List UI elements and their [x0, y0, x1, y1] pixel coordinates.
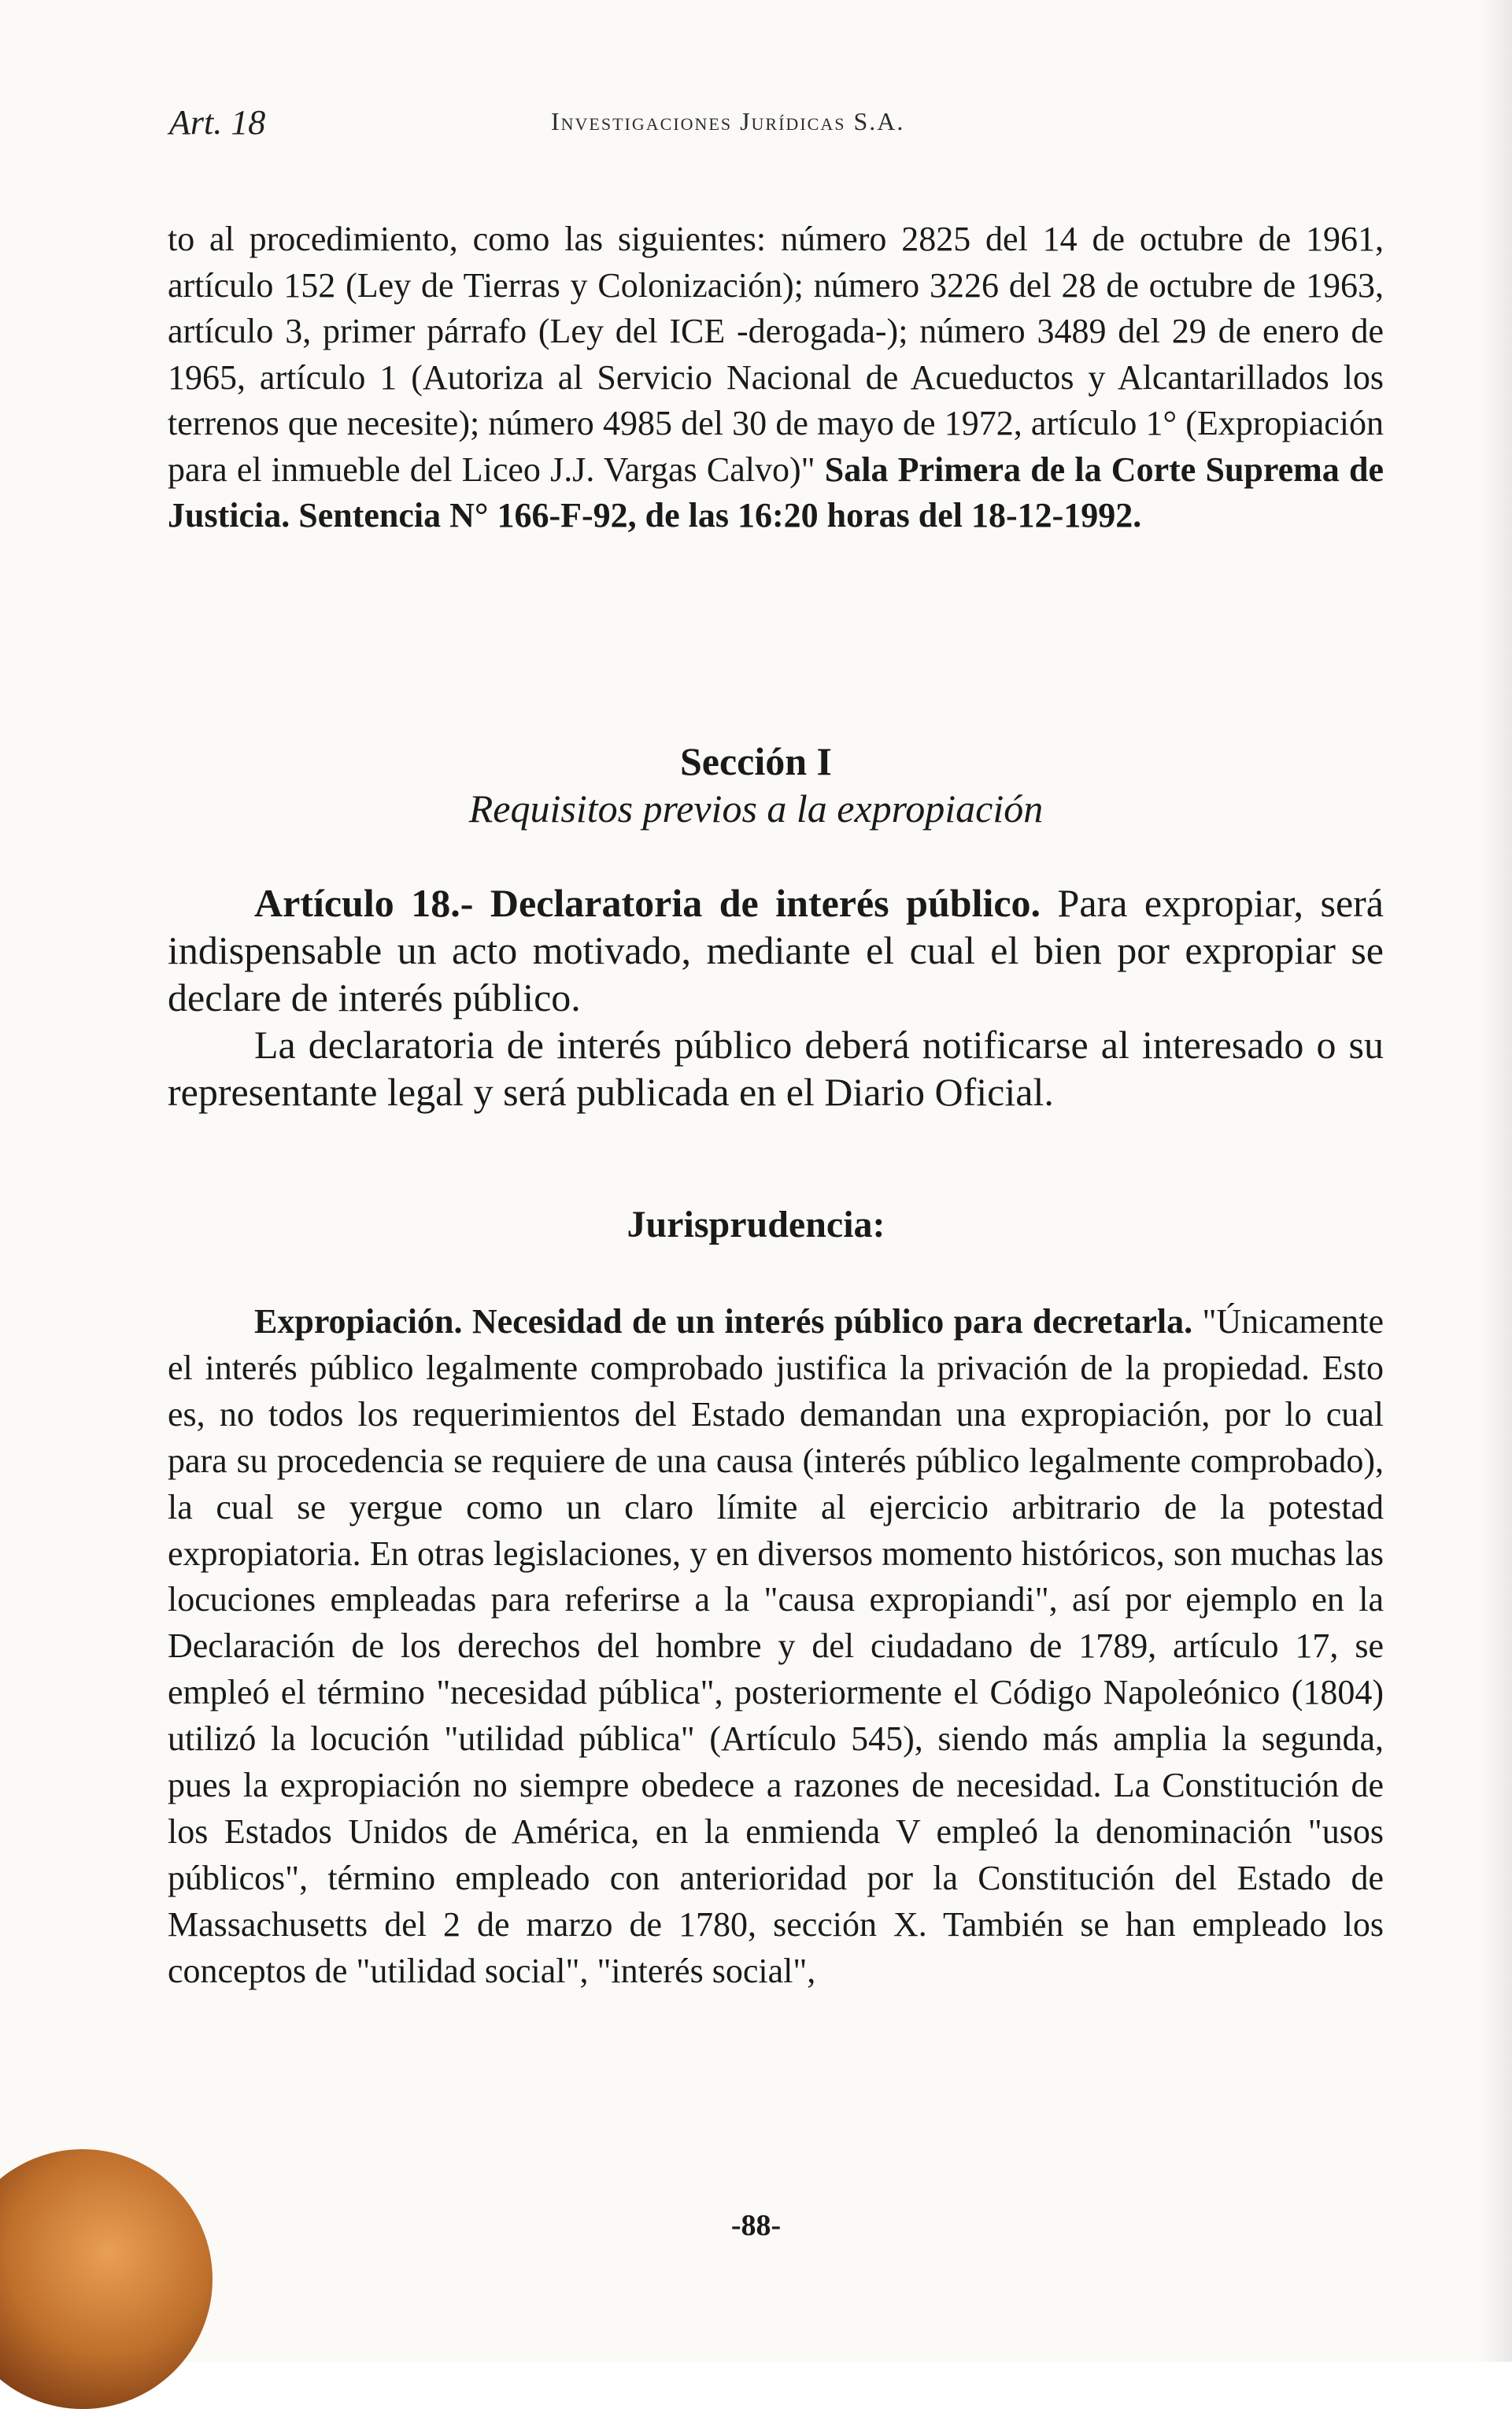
- section-subtitle: Requisitos previos a la expropiación: [468, 786, 1044, 831]
- jurisprudence-entry-text: "Únicamente el interés público legalmente comprobado justifica la privación de la propiedad. Esto es, no todos los requerimientos del Estado demandan una expropiación, por lo cual para su procedencia se requiere de una causa (interés público legalmente comprobado), la cual se yergue como un claro límite al ejercicio arbitrario de la potestad expropiatoria. En otras legislaciones, y en diversos momento históricos, son muchas las locuciones empleadas para referirse a la "causa expropiandi", así por ejemplo en la Declaración de los derechos del hombre y del ciudadano de 1789, artículo 17, se empleó el término "necesidad pública", posteriormente el Código Napoleónico (1804) utilizó la locución "utilidad pública" (Artículo 545), siendo más amplia la segunda, pues la expropiación no siempre obedece a razones de necesidad. La Constitución de los Estados Unidos de América, en la enmienda V empleó la denominación "usos públicos", término empleado con anterioridad por la Constitución del Estado de Massachusetts del 2 de marzo de 1780, sección X. También se han empleado los conceptos de "utilidad social", "interés social",: [168, 1302, 1384, 1990]
- jurisprudence-heading: Jurisprudencia:: [627, 1204, 885, 1245]
- running-head: Investigaciones Jurídicas S.A.: [551, 107, 905, 135]
- article-paragraph-1: [168, 879, 1384, 1021]
- citation: Sala Primera de la Corte Suprema de Justicia. Sentencia N° 166-F-92, de las 16:20 horas del 18-12-1992.: [168, 450, 1384, 535]
- page-edge-shadow: [1481, 0, 1512, 2362]
- article-block: [168, 879, 1384, 1116]
- article-label: Art. 18: [169, 103, 266, 142]
- jurisprudence-entry: [168, 1299, 1384, 1995]
- continuation-paragraph: [168, 216, 1384, 539]
- page-header: [169, 102, 1386, 157]
- page-number: -88-: [730, 2209, 782, 2242]
- jurisprudence-block: [168, 1299, 1384, 1995]
- article-heading: Artículo 18.- Declaratoria de interés público.: [254, 881, 1041, 925]
- thumb-photo-artifact: [0, 2149, 213, 2409]
- continuation-text: to al procedimiento, como las siguientes: número 2825 del 14 de octubre de 1961, artículo 152 (Ley de Tierras y Colonización); número 3226 del 28 de octubre de 1963, artículo 3, primer párrafo (Ley del ICE -derogada-); número 3489 del 29 de enero de 1965, artículo 1 (Autoriza al Servicio Nacional de Acueductos y Alcantarillados los terrenos que necesite); número 4985 del 30 de mayo de 1972, artículo 1° (Expropiación para el inmueble del Liceo J.J. Vargas Calvo)": [168, 220, 1384, 489]
- article-paragraph-2: La declaratoria de interés público deberá notificarse al interesado o su representante legal y será publicada en el Diario Oficial.: [168, 1023, 1384, 1114]
- section-title: Sección I: [679, 739, 833, 783]
- jurisprudence-entry-heading: Expropiación. Necesidad de un interés público para decretarla.: [254, 1302, 1193, 1341]
- article-text-1: Para expropiar, será indispensable un acto motivado, mediante el cual el bien por expropiar se declare de interés público.: [168, 881, 1384, 1019]
